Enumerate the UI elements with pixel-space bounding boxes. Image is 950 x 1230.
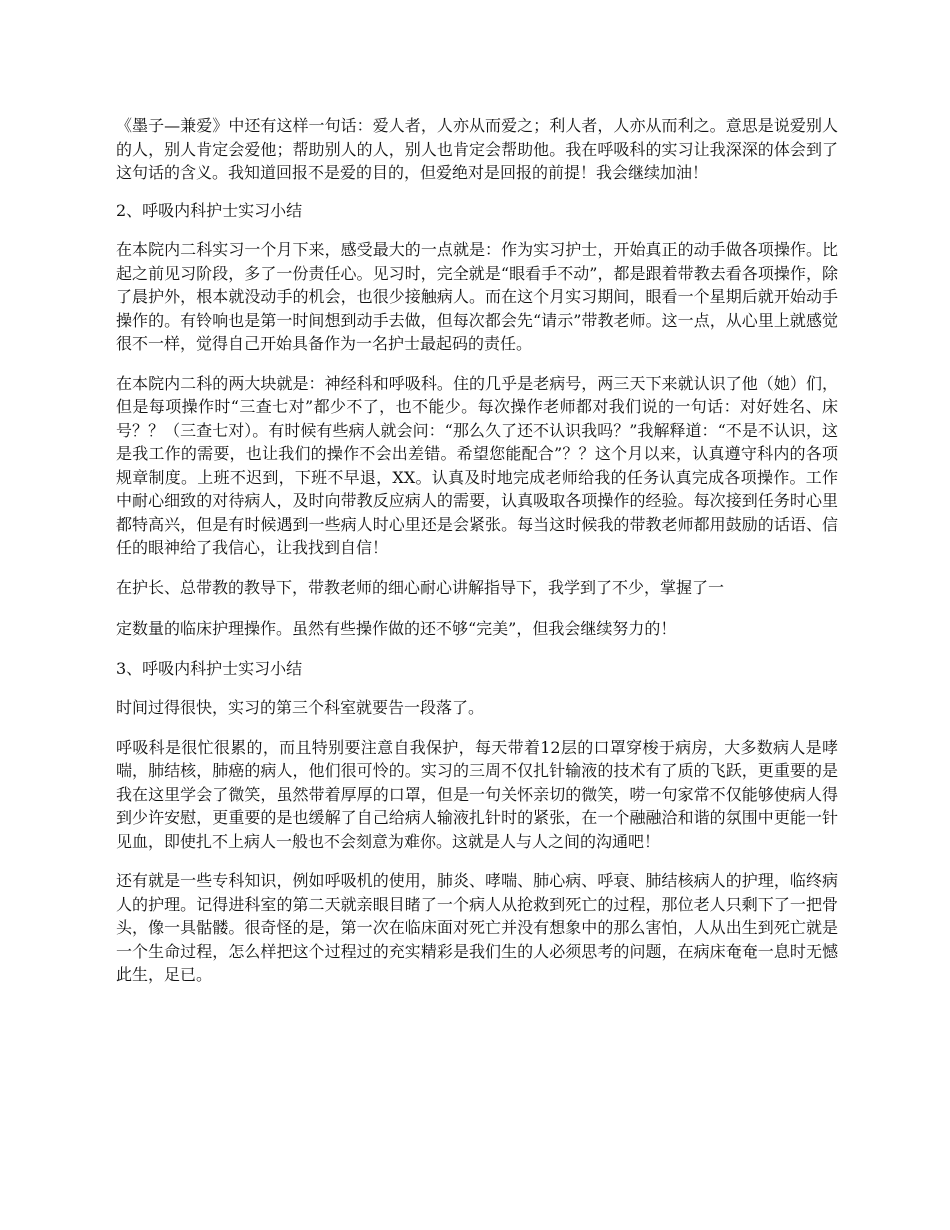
paragraph-respiratory-busy: 呼吸科是很忙很累的，而且特别要注意自我保护，每天带着12层的口罩穿梭于病房，大多数病人是哮喘，肺结核，肺癌的病人，他们很可怜的。实习的三周不仅扎针输液的技术有了质的飞跃，更重要的是我在这里学会了微笑，虽然带着厚厚的口罩，但是一句关怀亲切的微笑，唠一句家常不仅能够使病人得到少许安慰，更重要的是也缓解了自己给病人输液扎针时的紧张，在一个融融洽和谐的氛围中更能一针见血，即使扎不上病人一般也不会刻意为难你。这就是人与人之间的沟通吧！ [116,737,838,851]
paragraph-mozi-quote: 《墨子—兼爱》中还有这样一句话：爱人者，人亦从而爱之；利人者，人亦从而利之。意思是说爱别人的人，别人肯定会爱他；帮助别人的人，别人也肯定会帮助他。我在呼吸科的实习让我深深的体会到了这句话的含义。我知道回报不是爱的目的，但爱绝对是回报的前提！我会继续加油！ [116,116,838,182]
paragraph-time-flies: 时间过得很快，实习的第三个科室就要告一段落了。 [116,698,485,717]
paragraph-neurology-respiratory: 在本院内二科的两大块就是：神经科和呼吸科。住的几乎是老病号，两三天下来就认识了他（她）们，但是每项操作时“三查七对”都少不了，也不能少。每次操作老师都对我们说的一句话：对好姓名、床号？？（三查七对）。有时候有些病人就会问：“那么久了还不认识我吗？”我解释道：“不是不认识，这是我工作的需要，也让我们的操作不会出差错。希望您能配合”？？这个月以来，认真遵守科内的各项规章制度。上班不迟到，下班不早退，XX。认真及时地完成老师给我的任务认真完成各项操作。工作中耐心细致的对待病人，及时向带教反应病人的需要，认真吸取各项操作的经验。每次接到任务时心里都特高兴，但是有时候遇到一些病人时心里还是会紧张。每当这时候我的带教老师都用鼓励的话语、信任的眼神给了我信心，让我找到自信！ [116,373,838,557]
paragraph-internship-month: 在本院内二科实习一个月下来，感受最大的一点就是：作为实习护士，开始真正的动手做各项操作。比起之前见习阶段，多了一份责任心。见习时，完全就是“眼看手不动”，都是跟着带教去看各项操作，除了晨护外，根本就没动手的机会，也很少接触病人。而在这个月实习期间，眼看一个星期后就开始动手操作的。有铃响也是第一时间想到动手去做，但每次都会先“请示”带教老师。这一点，从心里上就感觉很不一样，觉得自己开始具备作为一名护士最起码的责任。 [116,240,838,353]
paragraph-clinical-operations: 定数量的临床护理操作。虽然有些操作做的还不够“完美”，但我会继续努力的！ [116,619,677,638]
paragraph-head-nurse-guidance: 在护长、总带教的教导下，带教老师的细心耐心讲解指导下，我学到了不少，掌握了一 [116,577,725,597]
section-heading-3: 3、呼吸内科护士实习小结 [116,658,303,678]
section-heading-2: 2、呼吸内科护士实习小结 [116,200,303,220]
paragraph-specialty-knowledge: 还有就是一些专科知识，例如呼吸机的使用，肺炎、哮喘、肺心病、呼衰、肺结核病人的护理，临终病人的护理。记得进科室的第二天就亲眼目睹了一个病人从抢救到死亡的过程，那位老人只剩下了一把骨头，像一具骷髅。很奇怪的是，第一次在临床面对死亡并没有想象中的那么害怕，人从出生到死亡就是一个生命过程，怎么样把这个过程过的充实精彩是我们生的人必须思考的问题，在病床奄奄一息时无憾此生，足已。 [116,871,838,984]
document-page [116,114,838,1003]
